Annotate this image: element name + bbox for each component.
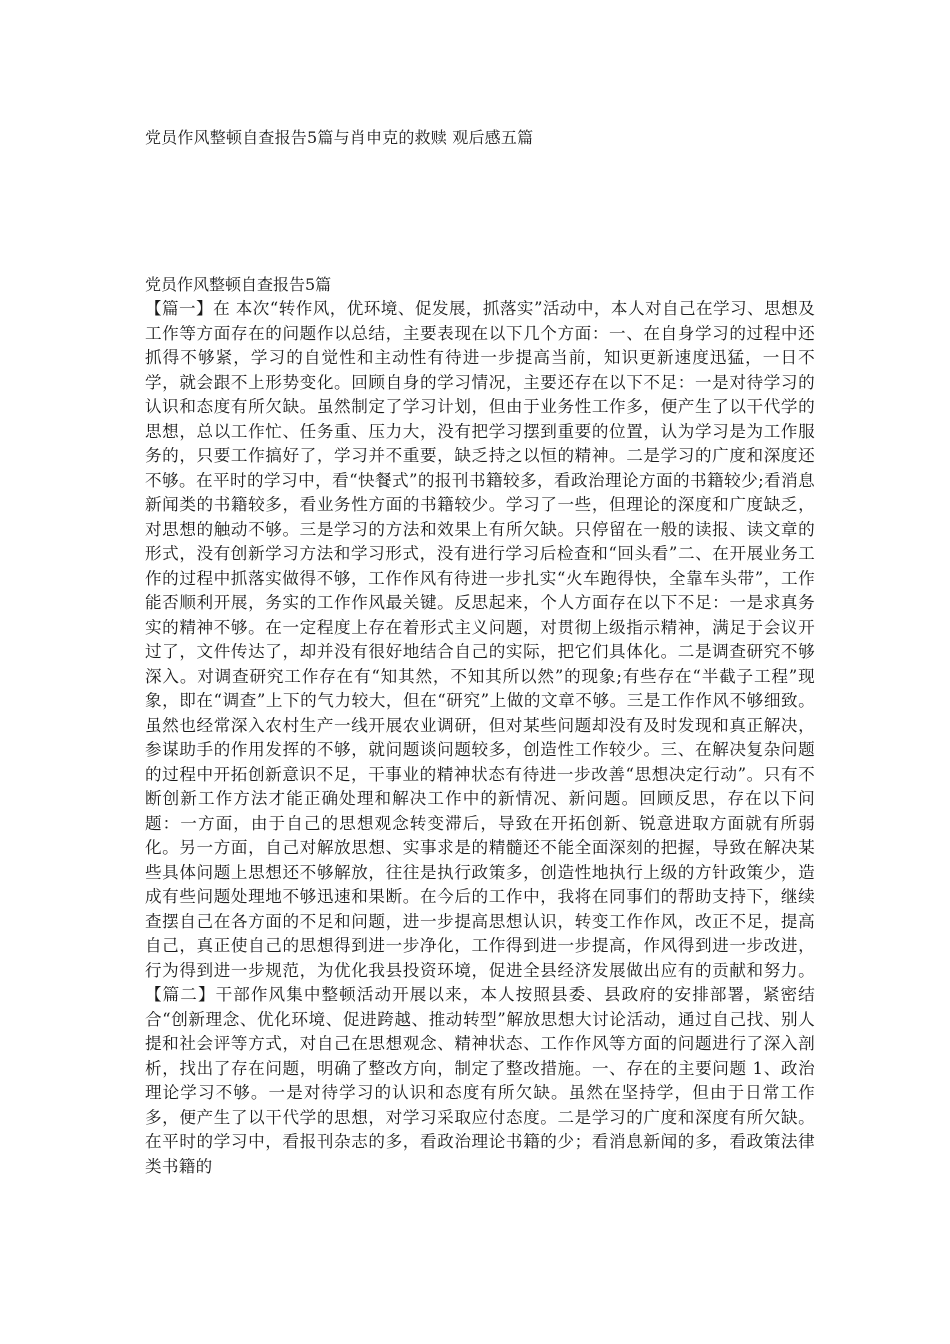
body-paragraph: 【篇一】在 本次“转作风，优环境、促发展，抓落实”活动中，本人对自己在学习、思想及工作等方面存在的问题作以总结，主要表现在以下几个方面：一、在自身学习的过程中还抓得不够紧，学习的自觉性和主动性有待进一步提高当前，知识更新速度迅猛，一日不学，就会跟不上形势变化。回顾自身的学习情况，主要还存在以下不足：一是对待学习的认识和态度有所欠缺。虽然制定了学习计划，但由于业务性工作多，便产生了以干代学的思想，总以工作忙、任务重、压力大，没有把学习摆到重要的位置，认为学习是为工作服务的，只要工作搞好了，学习并不重要，缺乏持之以恒的精神。二是学习的广度和深度还不够。在平时的学习中，看“快餐式”的报刊书籍较多，看政治理论方面的书籍较少;看消息新闻类的书籍较多，看业务性方面的书籍较少。学习了一些，但理论的深度和广度缺乏，对思想的触动不够。三是学习的方法和效果上有所欠缺。只停留在一般的读报、读文章的形式，没有创新学习方法和学习形式，没有进行学习后检查和“回头看”二、在开展业务工作的过程中抓落实做得不够，工作作风有待进一步扎实“火车跑得快，全靠车头带”，工作能否顺利开展，务实的工作作风最关键。反思起来，个人方面存在以下不足：一是求真务实的精神不够。在一定程度上存在着形式主义问题，对贯彻上级指示精神，满足于会议开过了，文件传达了，却并没有很好地结合自己的实际，把它们具体化。二是调查研究不够深入。对调查研究工作存在有“知其然，不知其所以然”的现象;有些存在“半截子工程”现象，即在“调查”上下的气力较大，但在“研究”上做的文章不够。三是工作作风不够细致。虽然也经常深入农村生产一线开展农业调研，但对某些问题却没有及时发现和真正解决，参谋助手的作用发挥的不够，就问题谈问题较多，创造性工作较少。三、在解决复杂问题的过程中开拓创新意识不足，干事业的精神状态有待进一步改善“思想决定行动”。只有不断创新工作方法才能正确处理和解决工作中的新情况、新问题。回顾反思，存在以下问题：一方面，由于自己的思想观念转变滞后，导致在开拓创新、锐意进取方面就有所弱化。另一方面，自己对解放思想、实事求是的精髓还不能全面深刻的把握，导致在解决某些具体问题上思想还不够解放，往往是执行政策多，创造性地执行上级的方针政策少，造成有些问题处理地不够迅速和果断。在今后的工作中，我将在同事们的帮助支持下，继续查摆自己在各方面的不足和问题，进一步提高思想认识，转变工作作风，改正不足，提高自己，真正使自己的思想得到进一步净化，工作得到进一步提高，作风得到进一步改进，行为得到进一步规范，为优化我县投资环境，促进全县经济发展做出应有的贡献和努力。【篇二】干部作风集中整顿活动开展以来，本人按照县委、县政府的安排部署，紧密结合“创新理念、优化环境、促进跨越、推动转型”解放思想大讨论活动，通过自己找、别人提和社会评等方式，对自己在思想观念、精神状态、工作作风等方面的问题进行了深入剖析，找出了存在问题，明确了整改方向，制定了整改措施。一、存在的主要问题 1、政治理论学习不够。一是对待学习的认识和态度有所欠缺。虽然在坚持学，但由于日常工作多，便产生了以干代学的思想，对学习采取应付态度。二是学习的广度和深度有所欠缺。在平时的学习中，看报刊杂志的多，看政治理论书籍的少；看消息新闻的多，看政策法律类书籍的 [145,299,815,1176]
section-title: 党员作风整顿自查报告5篇 [145,275,332,294]
document-title: 党员作风整顿自查报告5篇与肖申克的救赎 观后感五篇 [145,128,534,147]
